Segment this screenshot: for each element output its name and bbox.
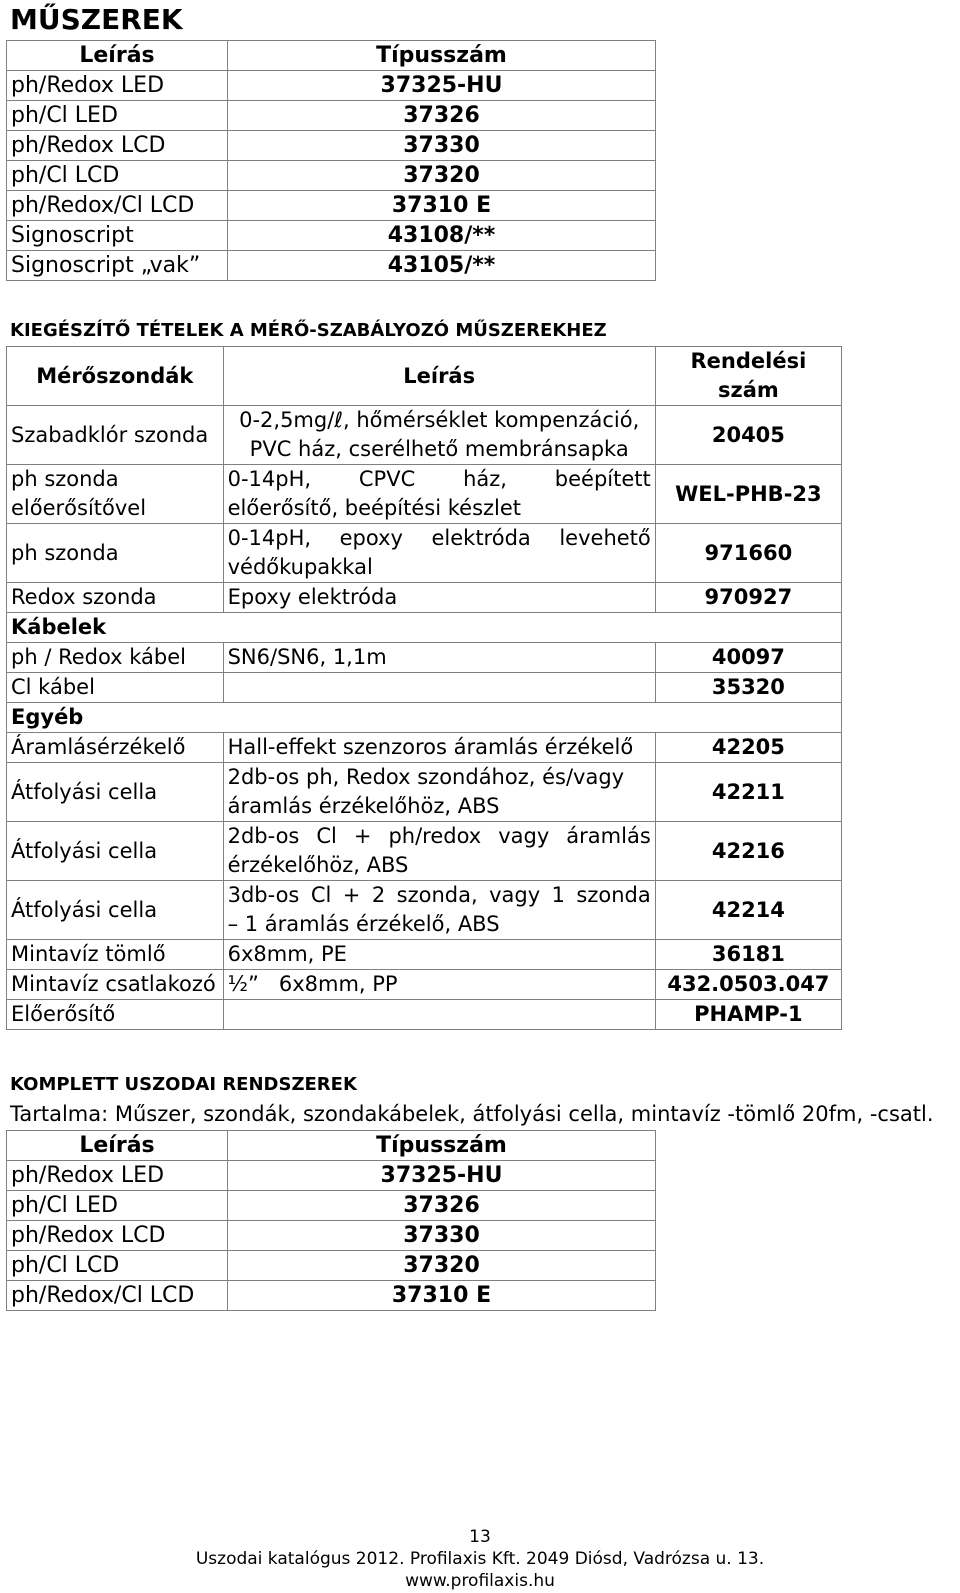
header-desc: Leírás: [7, 41, 228, 71]
table-row: [7, 524, 842, 583]
table-row: [7, 131, 656, 161]
table-header: [7, 1131, 656, 1161]
table-row: [7, 1161, 656, 1191]
row-desc-line1: 3db-os Cl + 2 szonda, vagy 1 szonda: [227, 883, 651, 907]
row-name: Szabadklór szonda: [7, 406, 224, 465]
row-name: ph / Redox kábel: [7, 643, 224, 673]
row-name: [7, 465, 224, 524]
group-title: Egyéb: [7, 703, 842, 733]
row-name: Mintavíz csatlakozó: [7, 970, 224, 1000]
row-desc: [223, 406, 655, 465]
row-desc: [223, 673, 655, 703]
table-row: [7, 763, 842, 822]
row-code: WEL-PHB-23: [655, 465, 841, 524]
row-desc: ph/Redox/Cl LCD: [7, 191, 228, 221]
table-row: [7, 940, 842, 970]
systems-content: Tartalma: Műszer, szondák, szondakábelek, átfolyási cella, mintavíz -tömlő 20fm, -csatl.: [10, 1102, 934, 1126]
table-row: [7, 465, 842, 524]
row-desc-line1: 0-14pH, CPVC ház, beépített: [227, 467, 651, 491]
row-desc-line1: 0-14pH, epoxy elektróda levehető: [227, 526, 651, 550]
row-name: Átfolyási cella: [7, 763, 224, 822]
row-code: 40097: [655, 643, 841, 673]
row-desc-line2: PVC ház, cserélhető membránsapka: [249, 437, 629, 461]
row-name: ph szonda: [7, 524, 224, 583]
row-desc: ph/Cl LCD: [7, 161, 228, 191]
row-desc: ph/Cl LED: [7, 1191, 228, 1221]
row-desc: ph/Redox LCD: [7, 131, 228, 161]
footer-url: www.profilaxis.hu: [405, 1571, 555, 1591]
table-row: [7, 71, 656, 101]
row-code: 37320: [228, 161, 656, 191]
row-desc: ph/Redox/Cl LCD: [7, 1281, 228, 1311]
page-number: 13: [469, 1527, 491, 1547]
row-code: 36181: [655, 940, 841, 970]
row-code: 37325-HU: [228, 1161, 656, 1191]
row-desc: Signoscript: [7, 221, 228, 251]
row-code: PHAMP-1: [655, 1000, 841, 1030]
table-row: [7, 251, 656, 281]
systems-table: [6, 1130, 656, 1311]
table-row: [7, 1221, 656, 1251]
row-code: 42214: [655, 881, 841, 940]
section-title-accessories: KIEGÉSZÍTŐ TÉTELEK A MÉRŐ-SZABÁLYOZÓ MŰSZEREKHEZ: [10, 320, 607, 341]
header-probes: Mérőszondák: [7, 347, 224, 406]
row-code: 37310 E: [228, 1281, 656, 1311]
header-order-line2: szám: [717, 378, 779, 402]
row-name: Előerősítő: [7, 1000, 224, 1030]
table-header: [7, 347, 842, 406]
group-title: Kábelek: [7, 613, 842, 643]
row-code: 970927: [655, 583, 841, 613]
row-name: Cl kábel: [7, 673, 224, 703]
table-row: [7, 1281, 656, 1311]
row-desc: Signoscript „vak”: [7, 251, 228, 281]
row-code: 20405: [655, 406, 841, 465]
table-row: [7, 881, 842, 940]
section-title-systems: KOMPLETT USZODAI RENDSZEREK: [10, 1074, 357, 1095]
table-row: [7, 221, 656, 251]
row-desc: [223, 763, 655, 822]
row-code: 37320: [228, 1251, 656, 1281]
table-row: [7, 673, 842, 703]
header-order-line1: Rendelési: [690, 349, 807, 373]
row-code: 37330: [228, 1221, 656, 1251]
row-name-line2: előerősítővel: [11, 496, 147, 520]
row-desc: Epoxy elektróda: [223, 583, 655, 613]
table-row: [7, 733, 842, 763]
table-row: [7, 191, 656, 221]
table-row: [7, 101, 656, 131]
row-name: Átfolyási cella: [7, 881, 224, 940]
group-row-other: [7, 703, 842, 733]
table-row: [7, 1000, 842, 1030]
row-name: Mintavíz tömlő: [7, 940, 224, 970]
row-desc: ½” 6x8mm, PP: [223, 970, 655, 1000]
row-code: 37326: [228, 101, 656, 131]
header-code: Típusszám: [228, 1131, 656, 1161]
row-code: 43105/**: [228, 251, 656, 281]
row-code: 35320: [655, 673, 841, 703]
row-desc-line2: védőkupakkal: [227, 555, 373, 579]
table-row: [7, 970, 842, 1000]
row-desc: Hall-effekt szenzoros áramlás érzékelő: [223, 733, 655, 763]
row-desc-line2: előerősítő, beépítési készlet: [227, 496, 522, 520]
table-row: [7, 643, 842, 673]
instruments-table: [6, 40, 656, 281]
row-name: Átfolyási cella: [7, 822, 224, 881]
row-code: 37330: [228, 131, 656, 161]
row-desc-line2: érzékelőhöz, ABS: [227, 853, 409, 877]
table-header: [7, 41, 656, 71]
row-desc: [223, 822, 655, 881]
row-code: 43108/**: [228, 221, 656, 251]
header-order-number: [655, 347, 841, 406]
row-desc: ph/Cl LCD: [7, 1251, 228, 1281]
group-row-cables: [7, 613, 842, 643]
header-desc: Leírás: [223, 347, 655, 406]
row-desc: [223, 881, 655, 940]
table-row: [7, 1191, 656, 1221]
row-desc: [223, 1000, 655, 1030]
accessories-table: [6, 346, 842, 1030]
row-desc-line1: 2db-os ph, Redox szondához, és/vagy: [227, 765, 625, 789]
row-desc: [223, 524, 655, 583]
row-desc-line1: 0-2,5mg/ℓ, hőmérséklet kompenzáció,: [239, 408, 640, 432]
row-code: 42205: [655, 733, 841, 763]
table-row: [7, 406, 842, 465]
row-desc: 6x8mm, PE: [223, 940, 655, 970]
table-row: [7, 161, 656, 191]
table-row: [7, 1251, 656, 1281]
row-name: Áramlásérzékelő: [7, 733, 224, 763]
row-desc: ph/Redox LCD: [7, 1221, 228, 1251]
row-desc: ph/Cl LED: [7, 101, 228, 131]
footer-line: Uszodai katalógus 2012. Profilaxis Kft. 2049 Diósd, Vadrózsa u. 13.: [195, 1549, 765, 1569]
row-desc-line1: 2db-os Cl + ph/redox vagy áramlás: [227, 824, 651, 848]
row-code: 37326: [228, 1191, 656, 1221]
row-code: 432.0503.047: [655, 970, 841, 1000]
table-row: [7, 822, 842, 881]
row-name-line1: ph szonda: [11, 467, 119, 491]
row-code: 42211: [655, 763, 841, 822]
row-code: 42216: [655, 822, 841, 881]
page-title: MŰSZEREK: [10, 3, 183, 36]
row-name: Redox szonda: [7, 583, 224, 613]
row-desc: ph/Redox LED: [7, 71, 228, 101]
row-desc-line2: – 1 áramlás érzékelő, ABS: [227, 912, 500, 936]
row-desc-line2: áramlás érzékelőhöz, ABS: [227, 794, 500, 818]
table-row: [7, 583, 842, 613]
row-code: 37310 E: [228, 191, 656, 221]
row-desc: SN6/SN6, 1,1m: [223, 643, 655, 673]
row-code: 37325-HU: [228, 71, 656, 101]
header-code: Típusszám: [228, 41, 656, 71]
row-desc: [223, 465, 655, 524]
header-desc: Leírás: [7, 1131, 228, 1161]
row-desc: ph/Redox LED: [7, 1161, 228, 1191]
row-code: 971660: [655, 524, 841, 583]
